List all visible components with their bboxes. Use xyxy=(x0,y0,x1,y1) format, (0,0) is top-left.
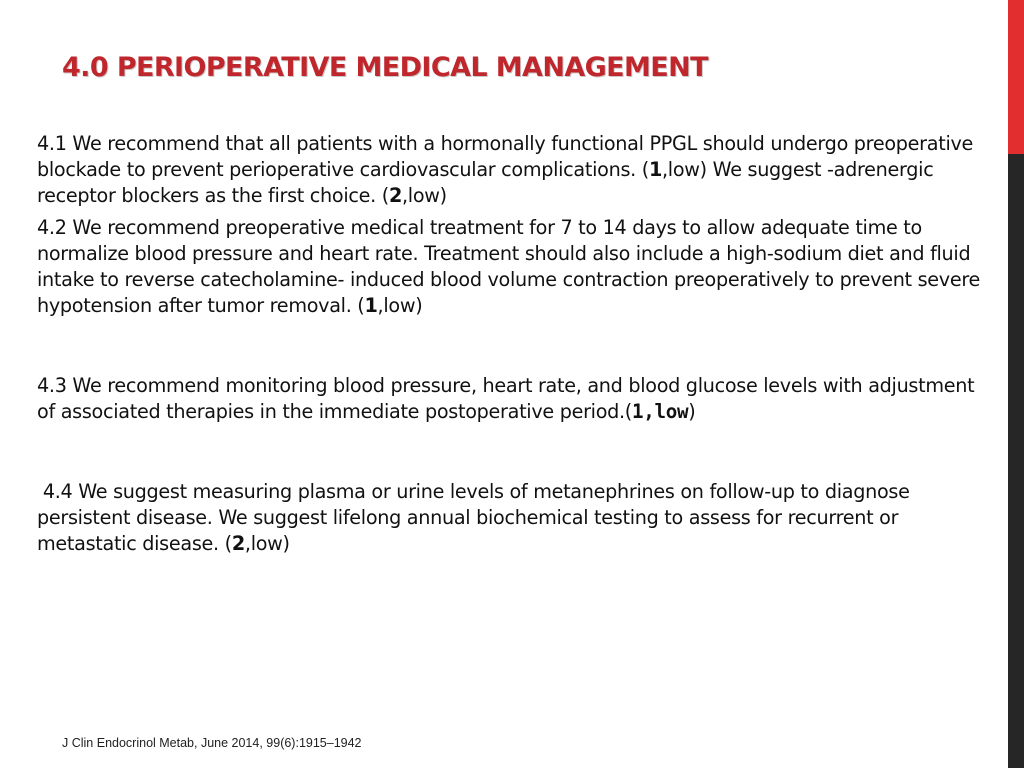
recommendation-text: 4.4 We suggest measuring plasma or urine levels of metanephrines on follow-up to diagnose persistent disease. We suggest lifelong annual biochemical testing to assess for recurrent or metastatic disease. ( xyxy=(37,480,916,555)
evidence-grade: 1 xyxy=(364,294,378,317)
recommendation-text: 4.1 We recommend that all patients with a hormonally functional PPGL should undergo preoperative blockade to prevent perioperative cardiovascular complications. ( xyxy=(37,132,974,181)
recommendation-text: 4.2 We recommend preoperative medical treatment for 7 to 14 days to allow adequate time to normalize blood pressure and heart rate. Treatment should also include a high-sodium diet and fluid intake to reverse catecholamine- induced blood volume contraction preoperatively to prevent severe hypotension after tumor removal. ( xyxy=(37,216,981,317)
recommendation-4-2 xyxy=(37,215,987,319)
recommendation-text: 4.3 We recommend monitoring blood pressure, heart rate, and blood glucose levels with adjustment of associated therapies in the immediate postoperative period.( xyxy=(37,374,975,423)
evidence-grade: 1,low xyxy=(632,400,689,423)
evidence-grade: 1 xyxy=(648,158,662,181)
recommendation-text: ,low) xyxy=(244,532,290,555)
slide-title: 4.0 PERIOPERATIVE MEDICAL MANAGEMENT xyxy=(62,52,708,83)
citation: J Clin Endocrinol Metab, June 2014, 99(6):1915–1942 xyxy=(62,736,362,750)
recommendation-text: ,low) We suggest -adrenergic receptor blockers as the first choice. ( xyxy=(37,158,934,207)
accent-bar-red xyxy=(1008,0,1024,154)
recommendation-4-3 xyxy=(37,373,987,425)
accent-bar-dark xyxy=(1008,154,1024,768)
recommendation-text: ) xyxy=(688,400,696,423)
recommendation-text: ,low) xyxy=(377,294,423,317)
evidence-grade: 2 xyxy=(231,532,245,555)
evidence-grade: 2 xyxy=(388,184,402,207)
recommendations-body xyxy=(37,131,987,557)
recommendation-4-1 xyxy=(37,131,987,209)
recommendation-4-4 xyxy=(37,479,987,557)
recommendation-text: ,low) xyxy=(402,184,447,207)
